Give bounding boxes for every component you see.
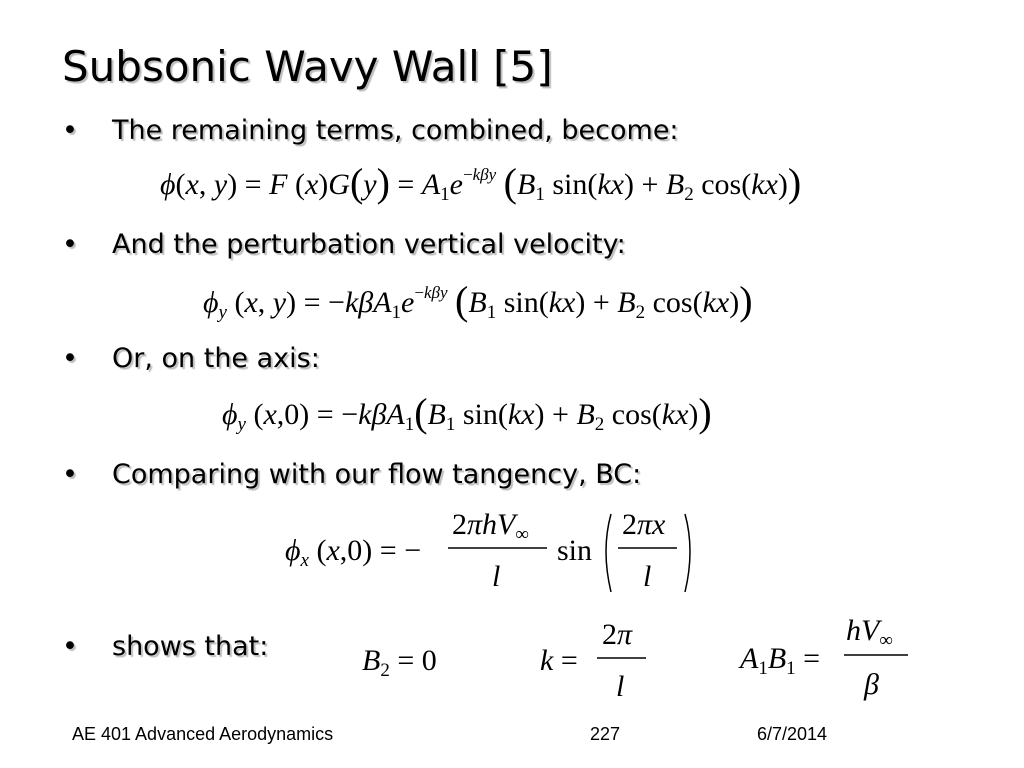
slide-title: Subsonic Wavy Wall [5] (62, 42, 553, 91)
bullet-marker: • (62, 343, 78, 374)
bullet-item-vertical-velocity (62, 226, 626, 264)
bullet-marker: • (62, 631, 78, 662)
equation-result-k (540, 612, 660, 708)
svg-text:2πhV∞: 2πhV$_\infty$ (452, 508, 529, 545)
svg-text:ϕx (x,0) = −: $\phi_x$ (x,0) = − (285, 534, 422, 571)
svg-text:2πx: 2πx (622, 508, 666, 541)
equation-vertical-velocity (203, 270, 903, 326)
bullet-marker: • (62, 459, 78, 490)
equation-combined-solution (160, 152, 940, 208)
svg-text:β: β (864, 668, 879, 701)
bullet-item-combined-terms (62, 112, 679, 150)
svg-text:hV∞: $hV_\infty$ (846, 614, 893, 651)
bullet-text: shows that: (112, 631, 269, 662)
bullet-marker: • (62, 115, 78, 146)
bullet-item-flow-tangency (62, 456, 641, 494)
svg-text:ϕy (x,0) = −kβA1(B1 sin(kx) +: $\phi_y$ $(x,0) = -k\beta A_1(B_1$ $\sin(kx) + B_2$ cos(kx)) (222, 390, 712, 435)
svg-text:k =: k = (540, 644, 578, 677)
footer-page-number: 227 (590, 724, 621, 744)
footer-date: 6/7/2014 (757, 724, 828, 744)
svg-text:sin: sin (557, 534, 593, 567)
bullet-item-on-axis (62, 340, 320, 378)
bullet-item-shows-that (62, 628, 268, 666)
svg-text:2π: 2π (602, 618, 633, 651)
equation-result-b2 (362, 630, 472, 686)
bullet-text: And the perturbation vertical velocity: (112, 229, 626, 260)
svg-text:l: l (616, 670, 625, 703)
equation-on-axis (222, 382, 842, 438)
equation-flow-tangency-bc (285, 500, 715, 600)
equation-result-a1b1 (740, 606, 920, 706)
svg-text:B2 = 0: $B_2 = 0$ (362, 644, 437, 681)
svg-text:A1B1 =: $A_1B_1$ = (740, 642, 821, 679)
bullet-marker: • (62, 229, 78, 260)
svg-text:ϕy (x, y) = −kβA1e−kβy (B1 sin: $\phi_y$ (x, y) = −kβA$_1$e−kβy ($B_1$ $\sin(kx) + B_2$ cos(kx)) (203, 278, 753, 323)
svg-text:l: l (643, 560, 652, 593)
svg-text:l: l (492, 560, 501, 593)
bullet-text: Comparing with our flow tangency, BC: (112, 459, 642, 490)
bullet-text: The remaining terms, combined, become: (112, 115, 679, 146)
bullet-text: Or, on the axis: (112, 343, 320, 374)
svg-text:ϕ(x, y) = F (x)G(y) = A1e−kβy: ϕ(x, y) = F $(x)G(y) = A_1e^-k\beta y$ ($B_1$ $\sin(kx) + B_2$ cos(kx)) (160, 160, 802, 205)
footer-course: AE 401 Advanced Aerodynamics (72, 724, 334, 744)
